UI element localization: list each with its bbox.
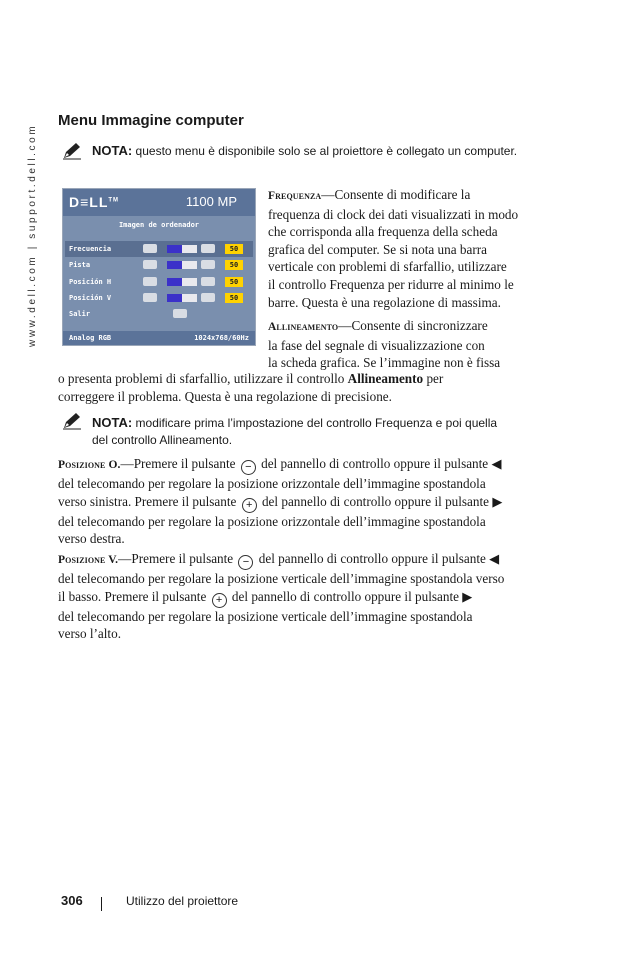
frequenza-paragraph: Frequenza—Consente di modificare la frequenza di clock dei dati visualizzati in modo che corrisponda alla frequenza della scheda grafica del computer. Se si nota una barra verticale con problemi di sfarfallio, utilizzare il controllo Frequenza per ridurre al minimo le barre. Questa è una regolazione di massima.: [268, 187, 519, 310]
osd-row: [65, 290, 253, 306]
osd-level-bar: [167, 294, 197, 302]
note-text: questo menu è disponibile solo se al proiettore è collegato un computer.: [135, 144, 518, 158]
posizione-v-paragraph: Posizione V.—Premere il pulsante − del pannello di controllo oppure il pulsante ◀ del telecomando per regolare la posizione verticale dell’immagine spostandola verso il basso. Premere il pulsante + del pannello di controllo oppure il pulsante ▶ del telecomando per regolare la posizione verticale dell’immagine spostandola verso l’alto.: [58, 551, 505, 642]
chapter-title: Utilizzo del proiettore: [126, 894, 239, 908]
posizione-v-term: Posizione V.: [58, 554, 119, 566]
osd-minus-icon: [143, 293, 157, 302]
note-frequency-first: NOTA: modificare prima l’impostazione del controllo Frequenza e poi quella del controllo Allineamento.: [92, 415, 498, 447]
note-label: NOTA:: [92, 415, 133, 430]
note-computer-only: [92, 142, 572, 160]
osd-model: 1100 MP: [185, 194, 237, 209]
osd-rows: [65, 241, 253, 322]
osd-row: [65, 241, 253, 257]
osd-level-fill: [167, 261, 182, 269]
page-number: 306: [61, 893, 83, 908]
osd-row: [65, 306, 253, 322]
osd-resolution: 1024x768/60Hz: [194, 334, 249, 342]
osd-minus-icon: [143, 277, 157, 286]
osd-plus-icon: [201, 293, 215, 302]
frequenza-term: Frequenza: [268, 190, 322, 202]
note-pencil-icon: [62, 142, 82, 160]
osd-level-fill: [167, 294, 182, 302]
osd-level-fill: [167, 245, 182, 253]
posizione-o-term: Posizione O.: [58, 459, 121, 471]
osd-row-label: Salir: [69, 310, 91, 319]
osd-footer: [63, 331, 255, 345]
osd-row-label: Frecuencia: [69, 245, 112, 253]
osd-plus-icon: [201, 260, 215, 269]
osd-minus-icon: [143, 244, 157, 253]
allineamento-paragraph-bottom: o presenta problemi di sfarfallio, utilizzare il controllo Allineamento per correggere il problema. Questa è una regolazione di precisione.: [58, 371, 444, 404]
plus-button-icon: +: [242, 498, 257, 513]
footer-divider: [101, 897, 102, 911]
side-url: www.dell.com | support.dell.com: [27, 123, 38, 347]
osd-value-badge: 50: [225, 260, 243, 270]
osd-plus-icon: [201, 277, 215, 286]
osd-plus-icon: [201, 244, 215, 253]
osd-level-bar: [167, 245, 197, 253]
osd-enter-icon: [173, 309, 187, 318]
note-pencil-icon: [62, 412, 82, 430]
osd-row: [65, 274, 253, 290]
plus-button-icon: +: [212, 593, 227, 608]
section-title: Menu Immagine computer: [58, 112, 244, 129]
osd-row: [65, 257, 253, 273]
minus-button-icon: −: [238, 555, 253, 570]
osd-source: Analog RGB: [69, 334, 112, 342]
osd-row-label: Posición V: [69, 293, 112, 302]
osd-row-label: Posición H: [69, 277, 112, 286]
allineamento-paragraph-top: Allineamento—Consente di sincronizzare la fase del segnale di visualizzazione con la scheda grafica. Se l’immagine non è fissa: [268, 318, 501, 371]
allineamento-term: Allineamento: [268, 321, 339, 333]
osd-level-bar: [167, 261, 197, 269]
osd-menu-screenshot: [62, 188, 256, 346]
osd-header: [63, 189, 255, 216]
osd-minus-icon: [143, 260, 157, 269]
minus-button-icon: −: [241, 460, 256, 475]
osd-value-badge: 50: [225, 293, 243, 303]
osd-level-fill: [167, 278, 182, 286]
osd-level-bar: [167, 278, 197, 286]
osd-value-badge: 50: [225, 244, 243, 254]
posizione-o-paragraph: Posizione O.—Premere il pulsante − del pannello di controllo oppure il pulsante ◀ del telecomando per regolare la posizione orizzontale dell’immagine spostandola verso sinistra. Premere il pulsante + del pannello di controllo oppure il pulsante ▶ del telecomando per regolare la posizione orizzontale dell’immagine spostandola verso destra.: [58, 456, 503, 547]
osd-subtitle: Imagen de ordenador: [118, 221, 200, 229]
note-label: NOTA:: [92, 143, 133, 158]
osd-value-badge: 50: [225, 277, 243, 287]
dell-logo: D≡LL™: [69, 194, 120, 210]
osd-row-label: Pista: [69, 261, 91, 270]
